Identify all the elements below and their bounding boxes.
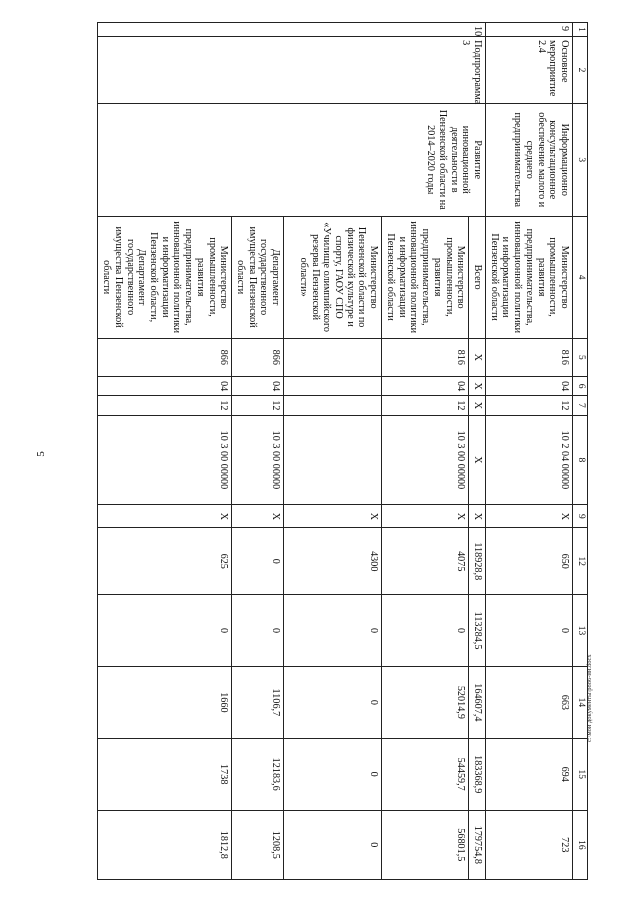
amount-cell: 1738 [98, 738, 232, 810]
header-cell: 13 [573, 595, 588, 667]
grbs-code: 816 [485, 338, 572, 376]
executor: Департамент государственного имущества Пензенской области [232, 216, 284, 338]
amount-cell: 164607,4 [469, 666, 486, 738]
executor: Министерство Пензенской области по физической культуре и спорту, ГАОУ СПО «Училище олимпийского резерва Пензенской области» [284, 216, 382, 338]
vr-code: Х [469, 505, 486, 528]
header-cell: 5 [573, 338, 588, 376]
header-cell: 4 [573, 216, 588, 338]
amount-cell: 694 [485, 738, 572, 810]
header-cell: 6 [573, 377, 588, 396]
amount-cell: 1208,5 [232, 810, 284, 879]
pr-code: 12 [98, 396, 232, 415]
vr-code: Х [98, 505, 232, 528]
row-number: 10 [98, 23, 486, 37]
vr-code: Х [485, 505, 572, 528]
row-number: 9 [485, 23, 572, 37]
rz-code: 04 [485, 377, 572, 396]
amount-cell: 1812,8 [98, 810, 232, 879]
pr-code: 12 [485, 396, 572, 415]
grbs-code: Х [469, 338, 486, 376]
grbs-code: 816 [382, 338, 469, 376]
header-cell: 1 [573, 23, 588, 37]
header-cell: 14 [573, 666, 588, 738]
header-cell: 7 [573, 396, 588, 415]
event-code: Подпрограмма 3 [98, 37, 486, 104]
budget-table [97, 22, 588, 880]
amount-cell: 0 [232, 528, 284, 595]
event-code: Основное мероприятие 2.4 [485, 37, 572, 104]
table-row [485, 23, 572, 880]
amount-cell: 4075 [382, 528, 469, 595]
event-name: Информационно консультационное обеспечение малого и среднего предпринимательства [485, 103, 572, 216]
csr-code: 10 3 00 00000 [232, 415, 284, 505]
vr-code: Х [284, 505, 382, 528]
executor: Всего [469, 216, 486, 338]
grbs-code: 866 [98, 338, 232, 376]
pr-code: 12 [382, 396, 469, 415]
grbs-code [284, 338, 382, 376]
amount-cell: 0 [284, 666, 382, 738]
rz-code: 04 [98, 377, 232, 396]
rz-code: 04 [232, 377, 284, 396]
footer-path: c:\мои документы\p886-ин.docx [586, 654, 593, 742]
rotated-table-wrapper [78, 22, 588, 880]
header-row [573, 23, 588, 880]
amount-cell: 52014,9 [382, 666, 469, 738]
header-cell: 2 [573, 37, 588, 104]
header-cell: 3 [573, 103, 588, 216]
csr-code [284, 415, 382, 505]
amount-cell: 0 [485, 595, 572, 667]
amount-cell: 0 [284, 595, 382, 667]
amount-cell: 1106,7 [232, 666, 284, 738]
amount-cell: 663 [485, 666, 572, 738]
amount-cell: 0 [382, 595, 469, 667]
header-cell: 15 [573, 738, 588, 810]
table-row [469, 23, 486, 880]
executor: Министерство промышленности, развития предпринимательства, инновационной политики и информатизации Пензенской области, Департамент государственного имущества Пензенской области [98, 216, 232, 338]
amount-cell: 650 [485, 528, 572, 595]
vr-code: Х [232, 505, 284, 528]
amount-cell: 179754,8 [469, 810, 486, 879]
executor: Министерство промышленности, развития предпринимательства, инновационной политики и информатизации Пензенской области [485, 216, 572, 338]
header-cell: 9 [573, 505, 588, 528]
event-name: Развитие инновационной деятельности в Пензенской области на 2014–2020 годы [98, 103, 486, 216]
amount-cell: 0 [232, 595, 284, 667]
amount-cell: 0 [284, 738, 382, 810]
amount-cell: 4300 [284, 528, 382, 595]
amount-cell: 0 [98, 595, 232, 667]
header-cell: 16 [573, 810, 588, 879]
grbs-code: 866 [232, 338, 284, 376]
rz-code [284, 377, 382, 396]
amount-cell: 0 [284, 810, 382, 879]
header-cell: 8 [573, 415, 588, 505]
pr-code [284, 396, 382, 415]
amount-cell: 113284,5 [469, 595, 486, 667]
csr-code: 10 2 04 00000 [485, 415, 572, 505]
amount-cell: 54459,7 [382, 738, 469, 810]
amount-cell: 723 [485, 810, 572, 879]
amount-cell: 183368,9 [469, 738, 486, 810]
header-cell: 12 [573, 528, 588, 595]
amount-cell: 56801,5 [382, 810, 469, 879]
amount-cell: 625 [98, 528, 232, 595]
csr-code: Х [469, 415, 486, 505]
executor: Министерство промышленности, развития предпринимательства, инновационной политики и информатизации Пензенской области [382, 216, 469, 338]
amount-cell: 12183,6 [232, 738, 284, 810]
rz-code: Х [469, 377, 486, 396]
vr-code: Х [382, 505, 469, 528]
csr-code: 10 3 00 00000 [382, 415, 469, 505]
csr-code: 10 3 00 00000 [98, 415, 232, 505]
pr-code: 12 [232, 396, 284, 415]
page-number: 5 [34, 451, 47, 457]
amount-cell: 1660 [98, 666, 232, 738]
amount-cell: 118928,8 [469, 528, 486, 595]
pr-code: Х [469, 396, 486, 415]
rz-code: 04 [382, 377, 469, 396]
